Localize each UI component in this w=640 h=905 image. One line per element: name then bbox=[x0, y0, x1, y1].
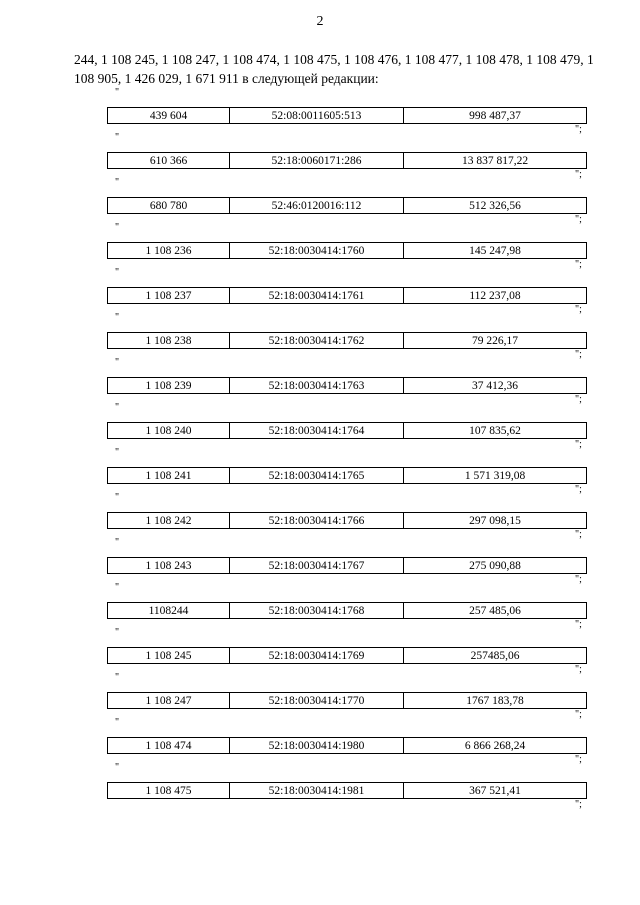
row-number-cell: 680 780 bbox=[108, 198, 230, 213]
list-item bbox=[0, 357, 640, 405]
open-quote-mark: " bbox=[115, 132, 120, 143]
close-quote-mark: "; bbox=[575, 394, 582, 405]
close-quote-mark: "; bbox=[575, 529, 582, 540]
cadastral-value-cell: 112 237,08 bbox=[469, 289, 521, 302]
open-quote-mark: " bbox=[115, 402, 120, 413]
row-number-cell: 439 604 bbox=[108, 108, 230, 123]
table-row bbox=[107, 782, 587, 799]
row-number-cell: 1108244 bbox=[108, 603, 230, 618]
cadastral-value-cell: 79 226,17 bbox=[472, 334, 518, 347]
table-row bbox=[107, 377, 587, 394]
list-item bbox=[0, 627, 640, 675]
table-row bbox=[107, 647, 587, 664]
row-number-cell: 1 108 238 bbox=[108, 333, 230, 348]
row-number-cell: 1 108 242 bbox=[108, 513, 230, 528]
cadastral-number-cell: 52:18:0030414:1980 bbox=[230, 738, 404, 753]
table-row bbox=[107, 332, 587, 349]
cadastral-value-cell: 1767 183,78 bbox=[466, 694, 524, 707]
open-quote-mark: " bbox=[115, 447, 120, 458]
cadastral-number-cell: 52:18:0030414:1769 bbox=[230, 648, 404, 663]
close-quote-mark: "; bbox=[575, 124, 582, 135]
open-quote-mark: " bbox=[115, 717, 120, 728]
close-quote-mark: "; bbox=[575, 259, 582, 270]
close-quote-mark: "; bbox=[575, 799, 582, 810]
list-item bbox=[0, 177, 640, 225]
list-item bbox=[0, 492, 640, 540]
open-quote-mark: " bbox=[115, 627, 120, 638]
cadastral-number-cell: 52:08:0011605:513 bbox=[230, 108, 404, 123]
cadastral-number-cell: 52:18:0030414:1768 bbox=[230, 603, 404, 618]
cadastral-number-cell: 52:18:0030414:1760 bbox=[230, 243, 404, 258]
close-quote-mark: "; bbox=[575, 619, 582, 630]
row-number-cell: 1 108 475 bbox=[108, 783, 230, 798]
cadastral-number-cell: 52:18:0030414:1765 bbox=[230, 468, 404, 483]
cadastral-value-cell: 257 485,06 bbox=[469, 604, 521, 617]
list-item bbox=[0, 582, 640, 630]
list-item bbox=[0, 672, 640, 720]
cadastral-number-cell: 52:46:0120016:112 bbox=[230, 198, 404, 213]
cadastral-value-cell: 107 835,62 bbox=[469, 424, 521, 437]
cadastral-number-cell: 52:18:0030414:1981 bbox=[230, 783, 404, 798]
row-number-cell: 1 108 236 bbox=[108, 243, 230, 258]
list-item bbox=[0, 312, 640, 360]
table-row bbox=[107, 467, 587, 484]
list-item bbox=[0, 717, 640, 765]
close-quote-mark: "; bbox=[575, 574, 582, 585]
list-item bbox=[0, 402, 640, 450]
open-quote-mark: " bbox=[115, 177, 120, 188]
open-quote-mark: " bbox=[115, 312, 120, 323]
table-row bbox=[107, 242, 587, 259]
cadastral-value-cell: 998 487,37 bbox=[469, 109, 521, 122]
open-quote-mark: " bbox=[115, 87, 120, 98]
table-row bbox=[107, 152, 587, 169]
table-row bbox=[107, 737, 587, 754]
list-item bbox=[0, 447, 640, 495]
close-quote-mark: "; bbox=[575, 349, 582, 360]
close-quote-mark: "; bbox=[575, 439, 582, 450]
close-quote-mark: "; bbox=[575, 664, 582, 675]
cadastral-value-cell: 275 090,88 bbox=[469, 559, 521, 572]
open-quote-mark: " bbox=[115, 762, 120, 773]
open-quote-mark: " bbox=[115, 222, 120, 233]
cadastral-value-cell: 37 412,36 bbox=[472, 379, 518, 392]
cadastral-value-cell: 257485,06 bbox=[470, 649, 520, 662]
open-quote-mark: " bbox=[115, 357, 120, 368]
table-row bbox=[107, 422, 587, 439]
list-item bbox=[0, 222, 640, 270]
cadastral-value-cell: 512 326,56 bbox=[469, 199, 521, 212]
row-number-cell: 1 108 474 bbox=[108, 738, 230, 753]
row-number-cell: 1 108 237 bbox=[108, 288, 230, 303]
row-number-cell: 1 108 239 bbox=[108, 378, 230, 393]
open-quote-mark: " bbox=[115, 582, 120, 593]
close-quote-mark: "; bbox=[575, 754, 582, 765]
cadastral-value-cell: 367 521,41 bbox=[469, 784, 521, 797]
page-number: 2 bbox=[316, 14, 324, 29]
intro-paragraph: 244, 1 108 245, 1 108 247, 1 108 474, 1 108 475, 1 108 476, 1 108 477, 1 108 478, 1 108 479, 1 108 905, 1 426 029, 1 671 911 в следующей редакции: bbox=[74, 52, 594, 86]
list-item bbox=[0, 537, 640, 585]
cadastral-number-cell: 52:18:0030414:1761 bbox=[230, 288, 404, 303]
close-quote-mark: "; bbox=[575, 709, 582, 720]
row-number-cell: 1 108 241 bbox=[108, 468, 230, 483]
cadastral-number-cell: 52:18:0030414:1767 bbox=[230, 558, 404, 573]
row-number-cell: 1 108 240 bbox=[108, 423, 230, 438]
list-item bbox=[0, 267, 640, 315]
table-row bbox=[107, 287, 587, 304]
cadastral-number-cell: 52:18:0030414:1762 bbox=[230, 333, 404, 348]
cadastral-number-cell: 52:18:0030414:1770 bbox=[230, 693, 404, 708]
cadastral-number-cell: 52:18:0060171:286 bbox=[230, 153, 404, 168]
table-row bbox=[107, 602, 587, 619]
table-row bbox=[107, 107, 587, 124]
table-row bbox=[107, 557, 587, 574]
row-number-cell: 1 108 245 bbox=[108, 648, 230, 663]
open-quote-mark: " bbox=[115, 537, 120, 548]
list-item bbox=[0, 132, 640, 180]
open-quote-mark: " bbox=[115, 267, 120, 278]
cadastral-value-cell: 145 247,98 bbox=[469, 244, 521, 257]
table-row bbox=[107, 692, 587, 709]
list-item bbox=[0, 762, 640, 810]
cadastral-value-cell: 297 098,15 bbox=[469, 514, 521, 527]
close-quote-mark: "; bbox=[575, 169, 582, 180]
open-quote-mark: " bbox=[115, 672, 120, 683]
cadastral-value-cell: 13 837 817,22 bbox=[461, 154, 529, 167]
row-number-cell: 610 366 bbox=[108, 153, 230, 168]
table-row bbox=[107, 512, 587, 529]
close-quote-mark: "; bbox=[575, 304, 582, 315]
close-quote-mark: "; bbox=[575, 214, 582, 225]
row-number-cell: 1 108 247 bbox=[108, 693, 230, 708]
list-item bbox=[0, 87, 640, 135]
cadastral-value-cell: 1 571 319,08 bbox=[464, 469, 526, 482]
open-quote-mark: " bbox=[115, 492, 120, 503]
cadastral-number-cell: 52:18:0030414:1763 bbox=[230, 378, 404, 393]
row-number-cell: 1 108 243 bbox=[108, 558, 230, 573]
close-quote-mark: "; bbox=[575, 484, 582, 495]
table-row bbox=[107, 197, 587, 214]
cadastral-value-cell: 6 866 268,24 bbox=[464, 739, 526, 752]
cadastral-number-cell: 52:18:0030414:1764 bbox=[230, 423, 404, 438]
entries-list bbox=[0, 87, 640, 810]
cadastral-number-cell: 52:18:0030414:1766 bbox=[230, 513, 404, 528]
